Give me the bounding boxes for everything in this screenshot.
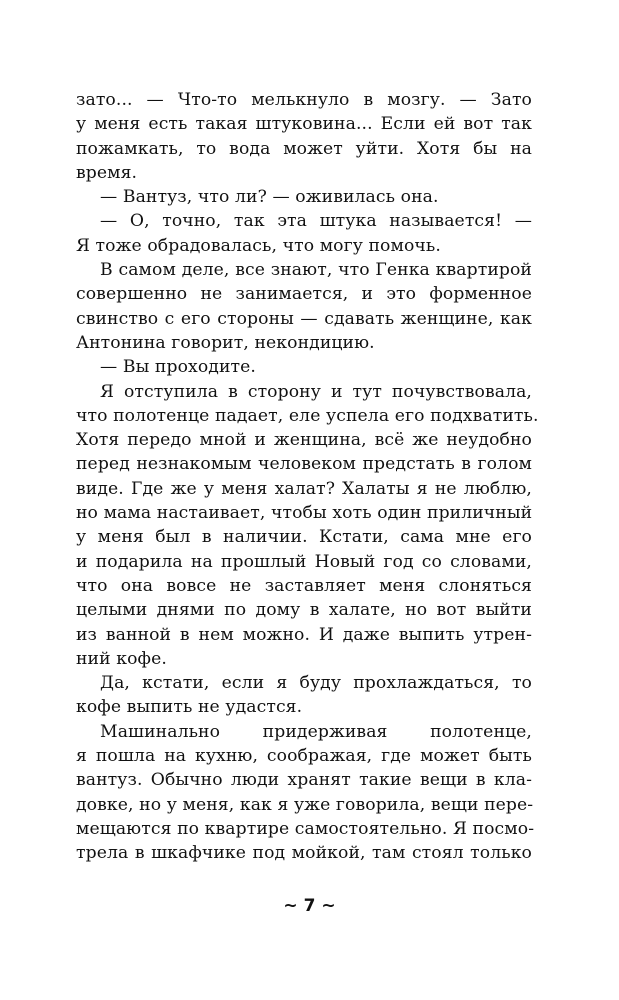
text-line: совершенно не занимается, и это форменное xyxy=(76,284,532,305)
text-line: — Вантуз, что ли? — оживилась она. xyxy=(100,187,439,208)
text-line: целыми днями по дому в халате, но вот выйти xyxy=(76,600,532,621)
text-line: Я тоже обрадовалась, что могу помочь. xyxy=(76,235,441,256)
text-line: время. xyxy=(76,162,138,183)
text-line: что она вовсе не заставляет меня слоняться xyxy=(76,575,532,596)
text-line: ний кофе. xyxy=(76,648,167,669)
text-line: перед незнакомым человеком предстать в голом xyxy=(76,454,532,475)
text-line: Хотя передо мной и женщина, всё же неудобно xyxy=(76,430,532,451)
text-line: и подарила на прошлый Новый год со словами, xyxy=(76,551,532,572)
text-line: пожамкать, то вода может уйти. Хотя бы на xyxy=(76,138,532,159)
text-line: я пошла на кухню, соображая, где может быть xyxy=(76,746,532,767)
text-line: виде. Где же у меня халат? Халаты я не люблю, xyxy=(76,478,532,499)
text-line: — О, точно, так эта штука называется! — xyxy=(100,211,532,232)
text-line: трела в шкафчике под мойкой, там стоял только xyxy=(76,843,532,864)
text-line: — Вы проходите. xyxy=(100,357,256,378)
text-line: но мама настаивает, чтобы хоть один приличный xyxy=(76,503,533,524)
text-line: Машинально придерживая полотенце, xyxy=(100,721,532,742)
text-line: мещаются по квартире самостоятельно. Я посмо- xyxy=(76,818,535,839)
text-line: у меня есть такая штуковина... Если ей вот так xyxy=(76,114,532,135)
text-line: зато... — Что-то мелькнуло в мозгу. — Зато xyxy=(76,90,532,110)
page-number: ~ 7 ~ xyxy=(283,896,336,916)
text-line: В самом деле, все знают, что Генка квартирой xyxy=(100,260,532,281)
text-line: что полотенце падает, еле успела его подхватить. xyxy=(76,405,539,426)
text-line: Антонина говорит, некондицию. xyxy=(76,332,375,353)
text-line: Я отступила в сторону и тут почувствовала, xyxy=(100,381,532,402)
text-line: Да, кстати, если я буду прохлаждаться, то xyxy=(100,673,532,694)
text-line: кофе выпить не удастся. xyxy=(76,697,303,718)
text-line: у меня был в наличии. Кстати, сама мне его xyxy=(76,527,532,548)
text-line: вантуз. Обычно люди хранят такие вещи в кла- xyxy=(76,770,532,791)
text-line: свинство с его стороны — сдавать женщине, как xyxy=(76,308,532,329)
text-line: довке, но у меня, как я уже говорила, вещи пере- xyxy=(76,794,534,815)
text-line: из ванной в нем можно. И даже выпить утрен- xyxy=(76,624,532,645)
body-text xyxy=(76,88,539,866)
